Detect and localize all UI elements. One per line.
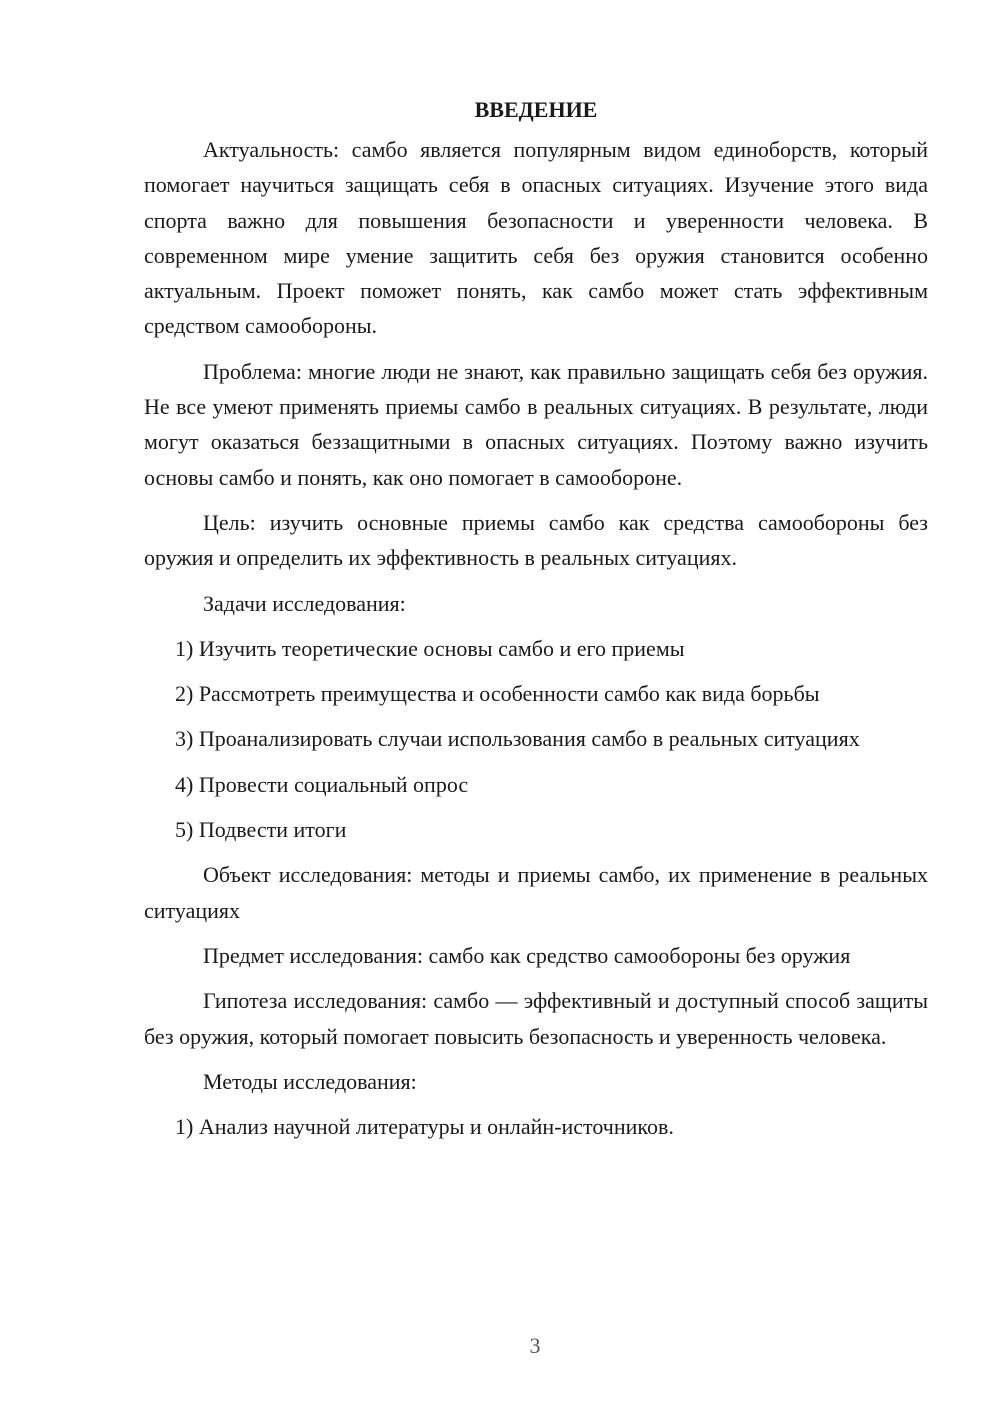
task-item: 3) Проанализировать случаи использования самбо в реальных ситуациях xyxy=(175,726,860,752)
methods-heading: Методы исследования: xyxy=(203,1068,417,1094)
subject-paragraph: Предмет исследования: самбо как средство самообороны без оружия xyxy=(203,942,851,968)
task-item: 5) Подвести итоги xyxy=(175,817,347,843)
page-number: 3 xyxy=(529,1333,541,1358)
tasks-heading: Задачи исследования: xyxy=(203,590,406,616)
task-item: 2) Рассмотреть преимущества и особенности самбо как вида борьбы xyxy=(175,681,820,707)
goal-paragraph: Цель: изучить основные приемы самбо как средства самообороны без оружия и определить их эффективность в реальных ситуациях. xyxy=(144,509,928,571)
task-item: 4) Провести социальный опрос xyxy=(175,771,469,797)
method-item: 1) Анализ научной литературы и онлайн-источников. xyxy=(175,1114,674,1140)
page-title: ВВЕДЕНИЕ xyxy=(474,97,598,122)
document-page xyxy=(144,92,928,1154)
relevance-paragraph: Актуальность: самбо является популярным видом единоборств, который помогает научиться защищать себя в опасных ситуациях. Изучение этого вида спорта важно для повышения безопасности и уверенности человека. В современном мире умение защитить себя без оружия становится особенно актуальным. Проект поможет понять, как самбо может стать эффективным средством самообороны. xyxy=(144,137,928,339)
problem-paragraph: Проблема: многие люди не знают, как правильно защищать себя без оружия. Не все умеют применять приемы самбо в реальных ситуациях. В результате, люди могут оказаться беззащитными в опасных ситуациях. Поэтому важно изучить основы самбо и понять, как оно помогает в самообороне. xyxy=(144,358,928,490)
object-paragraph: Объект исследования: методы и приемы самбо, их применение в реальных ситуациях xyxy=(144,862,928,923)
task-item: 1) Изучить теоретические основы самбо и его приемы xyxy=(175,635,685,661)
hypothesis-paragraph: Гипотеза исследования: самбо — эффективный и доступный способ защиты без оружия, который помогает повысить безопасность и уверенность человека. xyxy=(144,988,928,1049)
